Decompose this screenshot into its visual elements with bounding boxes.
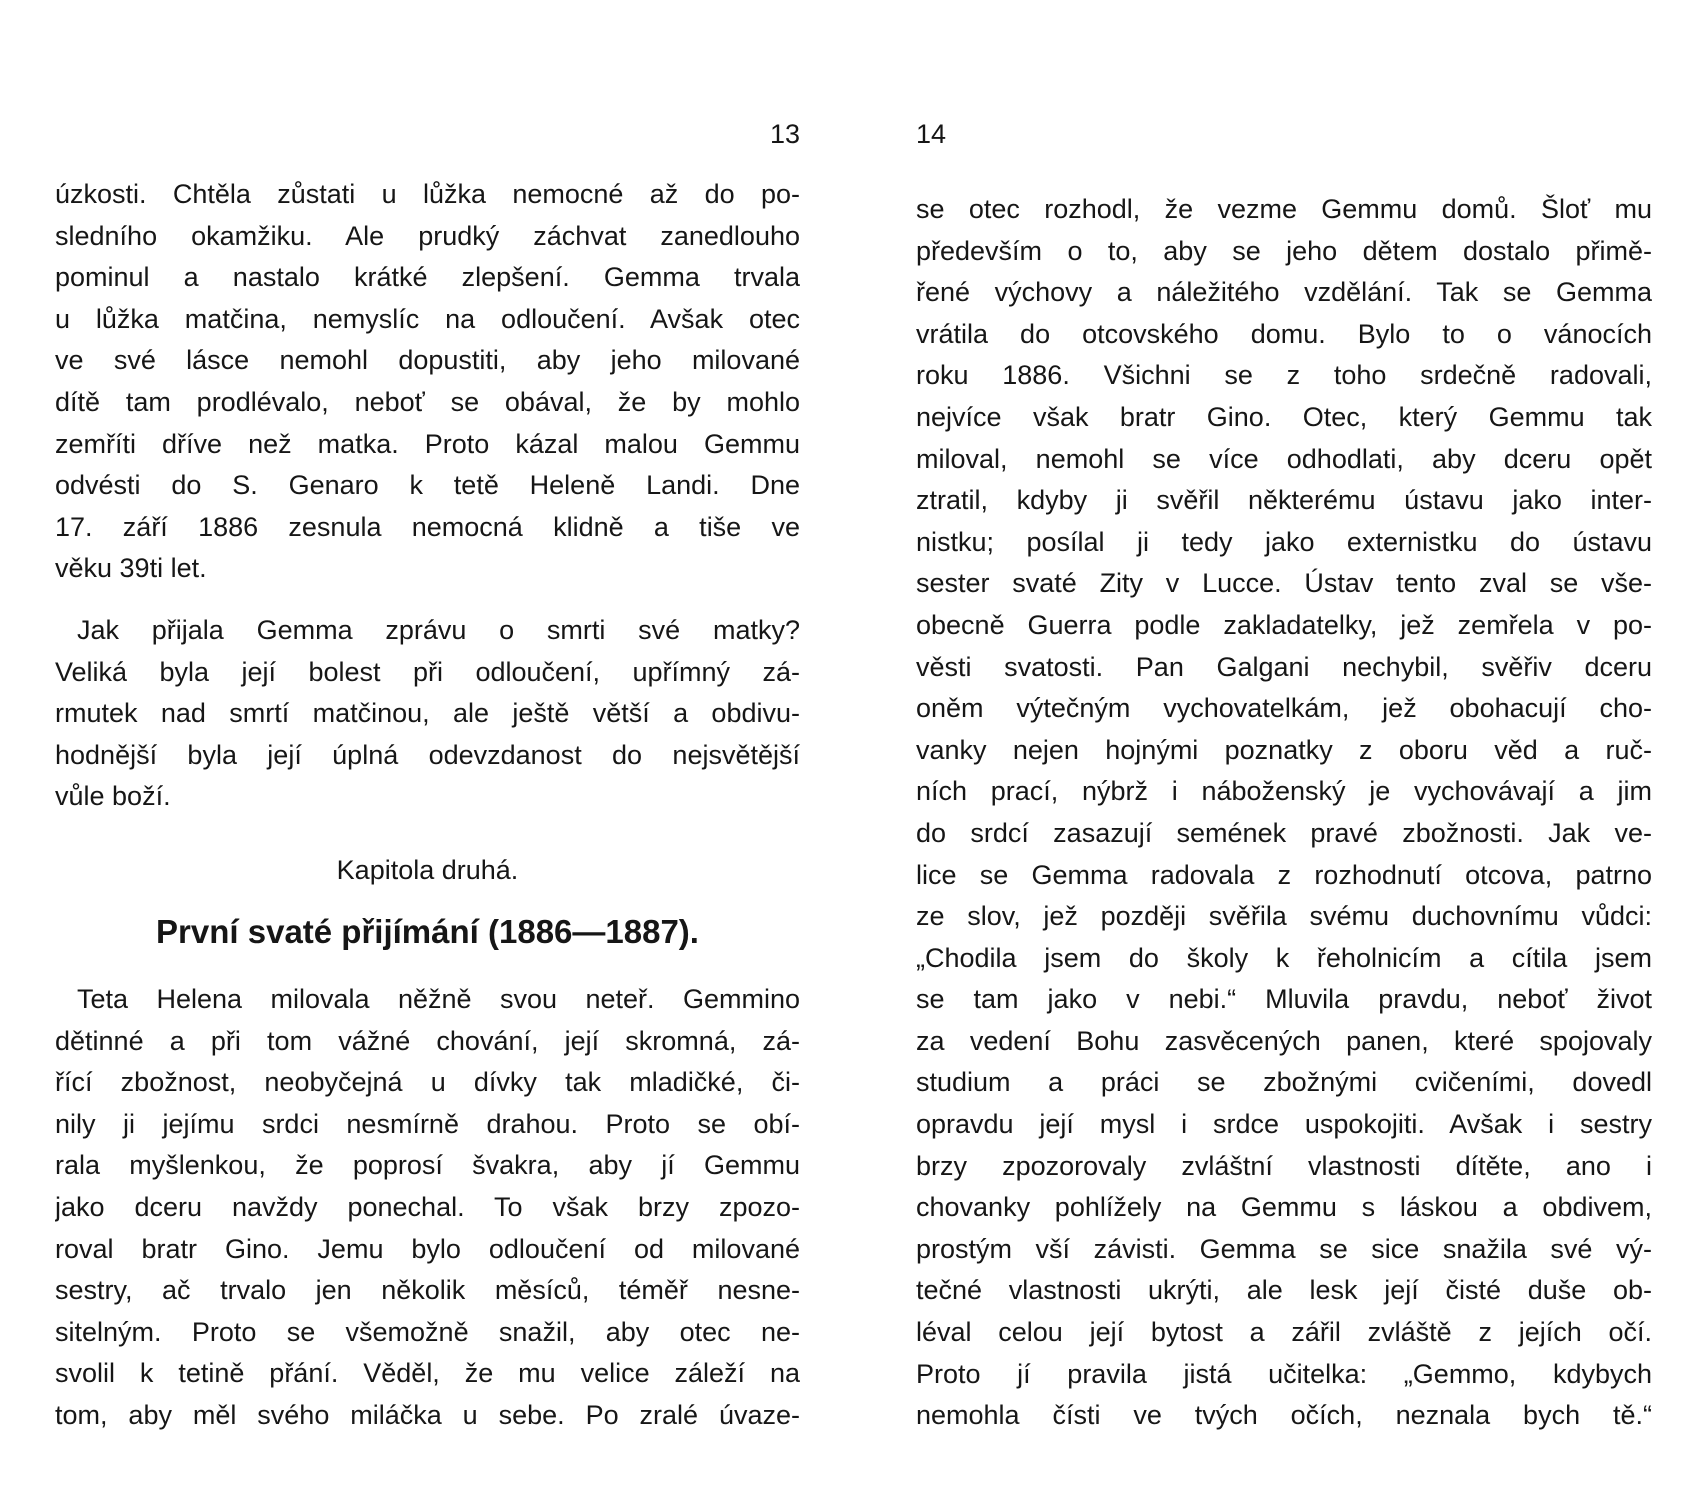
chapter-label: Kapitola druhá. xyxy=(336,855,519,885)
text-line: sledního okamžiku. Ale prudký záchvat zanedlouho xyxy=(55,220,800,251)
text-line: tečné vlastnosti ukrýti, ale lesk její čisté duše ob- xyxy=(916,1275,1652,1306)
text-line: především o to, aby se jeho dětem dostalo přimě- xyxy=(916,235,1652,266)
text-line: se otec rozhodl, že vezme Gemmu domů. Šloť mu xyxy=(916,194,1652,224)
text-line: sestry, ač trvalo jen několik měsíců, téměř nesne- xyxy=(55,1275,800,1306)
text-line: rala myšlenkou, že poprosí švakra, aby jí Gemmu xyxy=(55,1150,800,1181)
text-line: ztratil, kdyby ji svěřil některému ústavu jako inter- xyxy=(916,485,1652,516)
text-line: pominul a nastalo krátké zlepšení. Gemma trvala xyxy=(55,262,800,293)
text-line: miloval, nemohl se více odhodlati, aby dceru opět xyxy=(916,443,1652,474)
text-line: ve své lásce nemohl dopustiti, aby jeho milované xyxy=(55,345,800,376)
text-line: 17. září 1886 zesnula nemocná klidně a tiše ve xyxy=(55,511,800,542)
text-line: hodnější byla její úplná odevzdanost do nejsvětější xyxy=(55,739,800,770)
text-line: u lůžka matčina, nemyslíc na odloučení. Avšak otec xyxy=(55,303,800,334)
text-line: ních prací, nýbrž i náboženský je vychovávají a jim xyxy=(916,776,1652,807)
paragraph-3 xyxy=(55,979,800,1437)
text-line: chovanky pohlížely na Gemmu s láskou a obdivem, xyxy=(916,1192,1652,1223)
text-line: úzkosti. Chtěla zůstati u lůžka nemocné až do po- xyxy=(55,179,800,209)
right-text-block xyxy=(916,189,1652,1437)
text-line: řené výchovy a náležitého vzdělání. Tak se Gemma xyxy=(916,277,1652,308)
text-line: tom, aby měl svého miláčka u sebe. Po zralé úvaze- xyxy=(55,1399,800,1430)
text-line: roval bratr Gino. Jemu bylo odloučení od milované xyxy=(55,1233,800,1264)
text-line: Teta Helena milovala něžně svou neteř. Gemmino xyxy=(77,984,800,1014)
text-line: Veliká byla její bolest při odloučení, upřímný zá- xyxy=(55,656,800,687)
text-line: Jak přijala Gemma zprávu o smrti své matky? xyxy=(77,615,800,645)
text-line: odvésti do S. Genaro k tetě Heleně Landi. Dne xyxy=(55,470,800,501)
text-line: věsti svatosti. Pan Galgani nechybil, svěřiv dceru xyxy=(916,651,1652,682)
text-line: nejvíce však bratr Gino. Otec, který Gemmu tak xyxy=(916,401,1652,432)
chapter-title: První svaté přijímání (1886—1887). xyxy=(156,913,699,950)
text-line: dětinné a při tom vážné chování, její skromná, zá- xyxy=(55,1025,800,1056)
text-line: zemříti dříve než matka. Proto kázal malou Gemmu xyxy=(55,428,800,459)
text-line: ze slov, jež později svěřila svému duchovnímu vůdci: xyxy=(916,901,1652,932)
text-line: prostým vší závisti. Gemma se sice snažila své vý- xyxy=(916,1233,1652,1264)
text-line: za vedení Bohu zasvěcených panen, které spojovaly xyxy=(916,1025,1652,1056)
text-line: léval celou její bytost a zářil zvláště z jejích očí. xyxy=(916,1317,1652,1348)
paragraph-1 xyxy=(55,174,800,590)
text-line: nily ji jejímu srdci nesmírně drahou. Proto se obí- xyxy=(55,1108,800,1139)
text-line: rmutek nad smrtí matčinou, ale ještě větší a obdivu- xyxy=(55,698,800,729)
text-line: lice se Gemma radovala z rozhodnutí otcova, patrno xyxy=(916,859,1652,890)
text-line: brzy zpozorovaly zvláštní vlastnosti dítěte, ano i xyxy=(916,1150,1652,1181)
paragraph-2 xyxy=(55,610,800,818)
text-line: oněm výtečným vychovatelkám, jež obohacují cho- xyxy=(916,693,1652,724)
text-line: vrátila do otcovského domu. Bylo to o vánocích xyxy=(916,318,1652,349)
text-line: vůle boží. xyxy=(55,781,171,812)
text-line: sester svaté Zity v Lucce. Ústav tento zval se vše- xyxy=(916,568,1652,599)
text-line: roku 1886. Všichni se z toho srdečně radovali, xyxy=(916,360,1652,391)
text-line: svolil k tetině přání. Věděl, že mu velice záleží na xyxy=(55,1358,800,1389)
text-line: vanky nejen hojnými poznatky z oboru věd a ruč- xyxy=(916,734,1652,765)
left-page xyxy=(55,0,800,1500)
text-line: nemohla čísti ve tvých očích, neznala bych tě.“ xyxy=(916,1400,1652,1431)
page-number-left: 13 xyxy=(769,119,800,149)
text-line: dítě tam prodlévalo, neboť se obával, že by mohlo xyxy=(55,386,800,417)
page-number-right: 14 xyxy=(916,119,947,149)
text-line: se tam jako v nebi.“ Mluvila pravdu, neboť život xyxy=(916,984,1652,1015)
text-line: Proto jí pravila jistá učitelka: „Gemmo, kdybych xyxy=(916,1358,1652,1389)
text-line: studium a práci se zbožnými cvičeními, dovedl xyxy=(916,1067,1652,1098)
right-page xyxy=(916,0,1652,1500)
text-line: sitelným. Proto se všemožně snažil, aby otec ne- xyxy=(55,1316,800,1347)
text-line: nistku; posílal ji tedy jako externistku do ústavu xyxy=(916,526,1652,557)
text-line: „Chodila jsem do školy k řeholnicím a cítila jsem xyxy=(916,942,1652,973)
text-line: opravdu její mysl i srdce uspokojiti. Avšak i sestry xyxy=(916,1109,1652,1140)
text-line: jako dceru navždy ponechal. To však brzy zpozo- xyxy=(55,1191,800,1222)
text-line: obecně Guerra podle zakladatelky, jež zemřela v po- xyxy=(916,609,1652,640)
text-line: řící zbožnost, neobyčejná u dívky tak mladičké, či- xyxy=(55,1067,800,1098)
text-line: do srdcí zasazují semének pravé zbožnosti. Jak ve- xyxy=(916,817,1652,848)
text-line: věku 39ti let. xyxy=(55,553,207,584)
